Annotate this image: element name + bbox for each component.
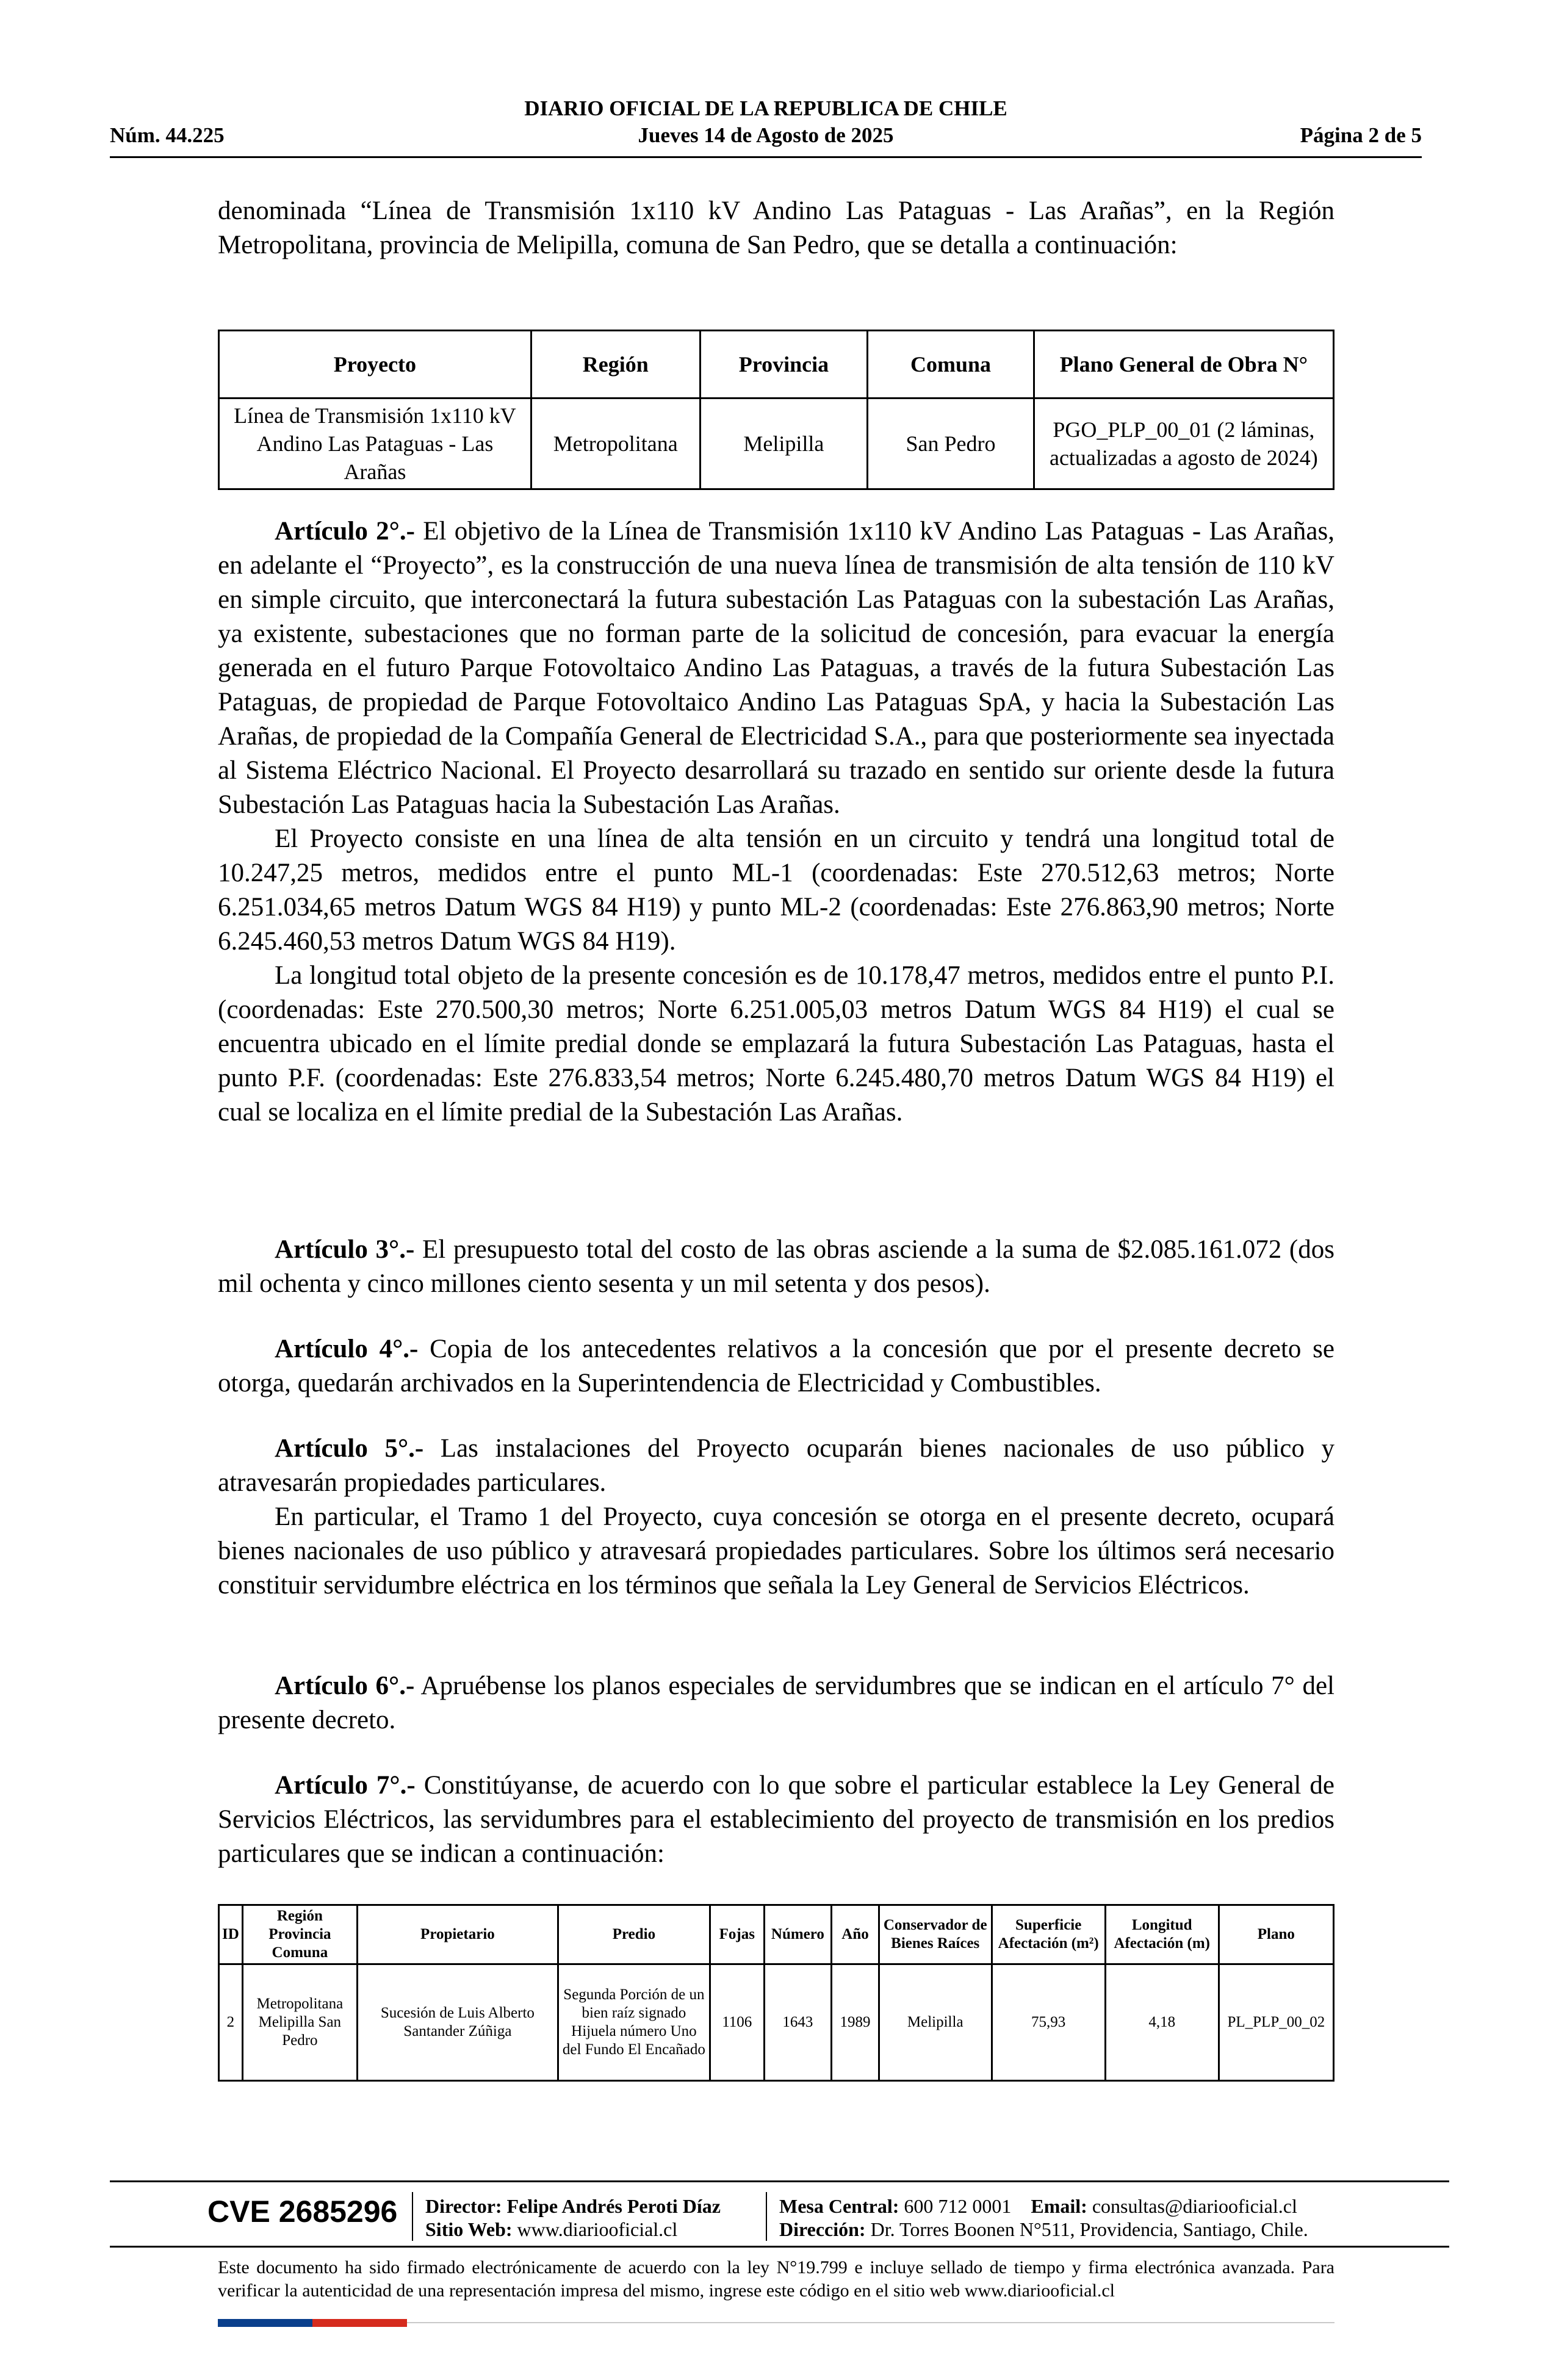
footer-divider xyxy=(412,2192,413,2241)
cell-propietario: Sucesión de Luis Alberto Santander Zúñiga xyxy=(357,1964,558,2081)
article-7-label: Artículo 7°.- xyxy=(275,1771,416,1800)
footer-top-rule xyxy=(110,2180,1449,2182)
footer-address xyxy=(779,2217,1308,2241)
cell-proyecto: Línea de Transmisión 1x110 kV Andino Las Pataguas - Las Arañas xyxy=(219,398,531,489)
table-row xyxy=(219,1964,1334,2081)
email-label: Email: xyxy=(1031,2195,1087,2217)
footer-bottom-rule xyxy=(110,2246,1449,2248)
article-7 xyxy=(218,1769,1334,1871)
col-anio: Año xyxy=(832,1905,879,1964)
article-6-label: Artículo 6°.- xyxy=(275,1671,415,1700)
article-3-text: El presupuesto total del costo de las obras asciende a la suma de $2.085.161.072 (dos mil ochenta y cinco millones ciento sesenta y un mil setenta y dos pesos). xyxy=(218,1235,1334,1298)
article-5 xyxy=(218,1432,1334,1603)
article-2-paragraph-3: La longitud total objeto de la presente concesión es de 10.178,47 metros, medidos entre el punto P.I. (coordenadas: Este 270.500,30 metros; Norte 6.251.005,03 metros Datum WGS 84 H19) el cual se encuentra ubicado en el límite predial donde se emplazará la futura Subestación Las Pataguas, hasta el punto P.F. (coordenadas: Este 276.833,54 metros; Norte 6.245.480,70 metros Datum WGS 84 H19) el cual se localiza en el límite predial de la Subestación Las Arañas. xyxy=(218,961,1334,1127)
article-2 xyxy=(218,514,1334,1130)
article-5-label: Artículo 5°.- xyxy=(275,1434,424,1463)
flag-stripe-blue xyxy=(218,2319,312,2327)
page-header xyxy=(110,96,1422,158)
project-table-header xyxy=(219,331,1334,398)
cell-conservador: Melipilla xyxy=(879,1964,992,2081)
intro-text: denominada “Línea de Transmisión 1x110 kV Andino Las Pataguas - Las Arañas”, en la Región Metropolitana, provincia de Melipilla, comuna de San Pedro, que se detalla a continuación: xyxy=(218,197,1334,259)
project-table xyxy=(218,330,1334,490)
page-number: Página 2 de 5 xyxy=(1300,123,1422,147)
col-numero: Número xyxy=(764,1905,832,1964)
article-4-label: Artículo 4°.- xyxy=(275,1335,419,1363)
article-7-text: Constitúyanse, de acuerdo con lo que sobre el particular establece la Ley General de Servicios Eléctricos, las servidumbres para el establecimiento del proyecto de transmisión en los predios particulares que se indican a continuación: xyxy=(218,1771,1334,1868)
col-region-provincia-comuna: Región Provincia Comuna xyxy=(242,1905,357,1964)
cell-superficie: 75,93 xyxy=(992,1964,1105,2081)
col-plano: Plano xyxy=(1219,1905,1333,1964)
col-fojas: Fojas xyxy=(710,1905,764,1964)
cell-plano: PGO_PLP_00_01 (2 láminas, actualizadas a agosto de 2024) xyxy=(1034,398,1333,489)
article-4-text: Copia de los antecedentes relativos a la concesión que por el presente decreto se otorga, quedarán archivados en la Superintendencia de Electricidad y Combustibles. xyxy=(218,1335,1334,1397)
cell-fojas: 1106 xyxy=(710,1964,764,2081)
col-propietario: Propietario xyxy=(357,1905,558,1964)
article-5-paragraph-2: En particular, el Tramo 1 del Proyecto, cuya concesión se otorga en el presente decreto, ocupará bienes nacionales de uso público y atravesará propiedades particulares. Sobre los últimos será necesario constituir servidumbre eléctrica en los términos que señala la Ley General de Servicios Eléctricos. xyxy=(218,1502,1334,1599)
flag-stripe-red xyxy=(312,2319,407,2327)
issue-date: Jueves 14 de Agosto de 2025 xyxy=(638,123,894,147)
address-text: Dr. Torres Boonen N°511, Providencia, Santiago, Chile. xyxy=(870,2218,1308,2240)
table-row xyxy=(219,398,1334,489)
col-longitud: Longitud Afectación (m) xyxy=(1105,1905,1219,1964)
website-link[interactable]: www.diariooficial.cl xyxy=(517,2218,678,2240)
cell-anio: 1989 xyxy=(832,1964,879,2081)
footer-website xyxy=(425,2217,677,2241)
mesa-label: Mesa Central: xyxy=(779,2195,899,2217)
footer-disclaimer: Este documento ha sido firmado electrónicamente de acuerdo con la ley N°19.799 e incluye sellado de tiempo y firma electrónica avanzada. Para verificar la autenticidad de una representación impresa del mismo, ingrese este código en el sitio web www.diariooficial.cl xyxy=(218,2257,1334,2301)
article-6 xyxy=(218,1669,1334,1737)
cell-provincia: Melipilla xyxy=(700,398,868,489)
col-plano: Plano General de Obra N° xyxy=(1034,331,1333,398)
cell-region-provincia-comuna: Metropolitana Melipilla San Pedro xyxy=(242,1964,357,2081)
col-id: ID xyxy=(219,1905,243,1964)
article-2-paragraph-2: El Proyecto consiste en una línea de alta tensión en un circuito y tendrá una longitud total de 10.247,25 metros, medidos entre el punto ML-1 (coordenadas: Este 270.512,63 metros; Norte 6.251.034,65 metros Datum WGS 84 H19) y punto ML-2 (coordenadas: Este 276.863,90 metros; Norte 6.245.460,53 metros Datum WGS 84 H19). xyxy=(218,824,1334,956)
cell-longitud: 4,18 xyxy=(1105,1964,1219,2081)
article-3-label: Artículo 3°.- xyxy=(275,1235,415,1264)
col-provincia: Provincia xyxy=(700,331,868,398)
article-3 xyxy=(218,1233,1334,1301)
footer-director xyxy=(425,2194,721,2218)
article-5-text: Las instalaciones del Proyecto ocuparán bienes nacionales de uso público y atravesarán propiedades particulares. xyxy=(218,1434,1334,1497)
cell-plano: PL_PLP_00_02 xyxy=(1219,1964,1333,2081)
col-superficie: Superficie Afectación (m²) xyxy=(992,1905,1105,1964)
footer-contact xyxy=(779,2194,1297,2218)
article-6-text: Apruébense los planos especiales de servidumbres que se indican en el artículo 7° del presente decreto. xyxy=(218,1671,1334,1734)
article-2-text: El objetivo de la Línea de Transmisión 1x110 kV Andino Las Pataguas - Las Arañas, en adelante el “Proyecto”, es la construcción de una nueva línea de transmisión de alta tensión de 110 kV en simple circuito, que interconectará la futura subestación Las Pataguas con la subestación Las Arañas, ya existente, subestaciones que no forman parte de la solicitud de concesión, para evacuar la energía generada en el futuro Parque Fotovoltaico Andino Las Pataguas, a través de la futura Subestación Las Pataguas, de propiedad de Parque Fotovoltaico Andino Las Pataguas SpA, y hacia la Subestación Las Arañas, de propiedad de la Compañía General de Electricidad S.A., para que posteriormente sea inyectada al Sistema Eléctrico Nacional. El Proyecto desarrollará su trazado en sentido sur oriente desde la futura Subestación Las Pataguas hacia la Subestación Las Arañas. xyxy=(218,517,1334,819)
article-4 xyxy=(218,1332,1334,1401)
servidumbre-table xyxy=(218,1904,1334,2082)
servidumbre-table-header xyxy=(219,1905,1334,1964)
cell-predio: Segunda Porción de un bien raíz signado Hijuela número Uno del Fundo El Encañado xyxy=(558,1964,710,2081)
cell-comuna: San Pedro xyxy=(868,398,1034,489)
email-link[interactable]: consultas@diariooficial.cl xyxy=(1092,2195,1297,2217)
col-proyecto: Proyecto xyxy=(219,331,531,398)
flag-stripe-line xyxy=(407,2322,1334,2323)
director-label: Director: xyxy=(425,2195,502,2217)
cve-code: CVE 2685296 xyxy=(207,2194,398,2229)
cell-id: 2 xyxy=(219,1964,243,2081)
col-comuna: Comuna xyxy=(868,331,1034,398)
cell-region: Metropolitana xyxy=(531,398,700,489)
col-conservador: Conservador de Bienes Raíces xyxy=(879,1905,992,1964)
address-label: Dirección: xyxy=(779,2218,866,2240)
newspaper-title: DIARIO OFICIAL DE LA REPUBLICA DE CHILE xyxy=(524,96,1007,120)
cell-numero: 1643 xyxy=(764,1964,832,2081)
website-label: Sitio Web: xyxy=(425,2218,513,2240)
article-2-label: Artículo 2°.- xyxy=(275,517,415,546)
col-region: Región xyxy=(531,331,700,398)
issue-number: Núm. 44.225 xyxy=(110,123,225,147)
intro-paragraph xyxy=(218,194,1334,262)
mesa-phone: 600 712 0001 xyxy=(904,2195,1012,2217)
col-predio: Predio xyxy=(558,1905,710,1964)
footer-divider xyxy=(766,2192,767,2241)
director-name: Felipe Andrés Peroti Díaz xyxy=(506,2195,721,2217)
